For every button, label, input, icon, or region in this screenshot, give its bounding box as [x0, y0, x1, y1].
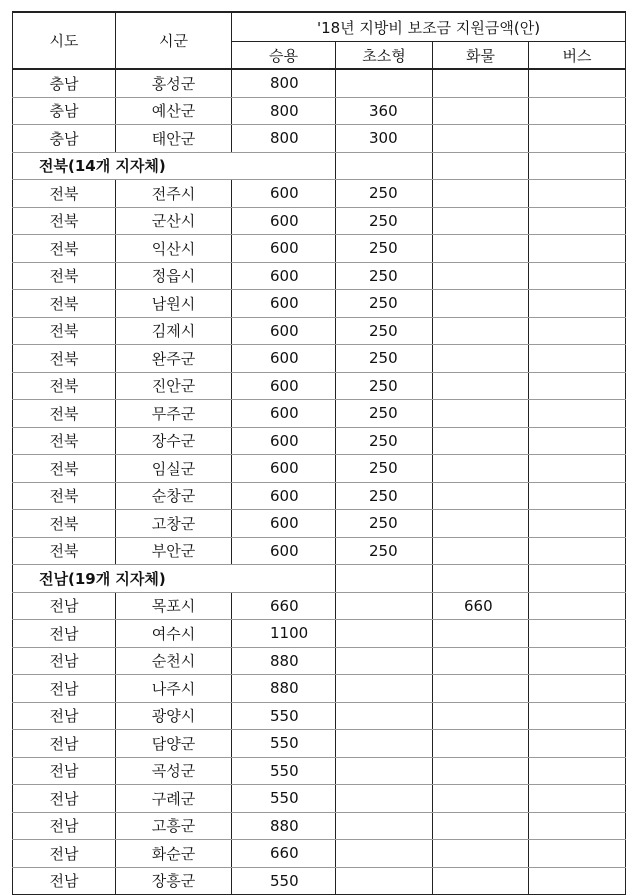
- cell-passenger: 550: [232, 785, 336, 813]
- cell-sido: 전북: [13, 510, 116, 538]
- table-row: [13, 207, 626, 235]
- cell-sido: 전북: [13, 537, 116, 565]
- table-row: [13, 180, 626, 208]
- cell-ultra-small: 250: [336, 180, 433, 208]
- cell-sigun: 고흥군: [116, 812, 232, 840]
- cell-ultra-small: [336, 702, 433, 730]
- cell-ultra-small: [336, 69, 433, 97]
- cell-bus: [529, 97, 626, 125]
- cell-truck: [433, 262, 529, 290]
- cell-sido: 충남: [13, 69, 116, 97]
- cell-truck: [433, 785, 529, 813]
- cell-truck: [433, 180, 529, 208]
- cell-passenger: 550: [232, 757, 336, 785]
- cell-truck: [433, 69, 529, 97]
- cell-bus: [529, 345, 626, 373]
- cell-ultra-small: [336, 730, 433, 758]
- subsidy-table-container: [12, 11, 626, 895]
- cell-bus: [529, 372, 626, 400]
- cell-passenger: 600: [232, 180, 336, 208]
- cell-bus: [529, 180, 626, 208]
- cell-passenger: 660: [232, 840, 336, 868]
- table-row: [13, 69, 626, 97]
- cell-ultra-small: 250: [336, 427, 433, 455]
- cell-sido: 전남: [13, 592, 116, 620]
- cell-bus: [529, 647, 626, 675]
- cell-sido: 전북: [13, 180, 116, 208]
- group-empty-cell: [336, 565, 433, 593]
- cell-sido: 충남: [13, 125, 116, 153]
- cell-ultra-small: [336, 812, 433, 840]
- table-row: [13, 372, 626, 400]
- header-passenger: 승용: [232, 42, 336, 70]
- cell-sigun: 고창군: [116, 510, 232, 538]
- cell-passenger: 600: [232, 345, 336, 373]
- table-row: [13, 785, 626, 813]
- cell-sigun: 순천시: [116, 647, 232, 675]
- table-row: [13, 125, 626, 153]
- table-row: [13, 647, 626, 675]
- cell-truck: 660: [433, 592, 529, 620]
- cell-passenger: 600: [232, 207, 336, 235]
- cell-sido: 전남: [13, 702, 116, 730]
- cell-sigun: 익산시: [116, 235, 232, 263]
- cell-sido: 전북: [13, 290, 116, 318]
- cell-sido: 전남: [13, 812, 116, 840]
- cell-bus: [529, 125, 626, 153]
- cell-sido: 전북: [13, 372, 116, 400]
- cell-ultra-small: [336, 592, 433, 620]
- cell-truck: [433, 317, 529, 345]
- cell-passenger: 600: [232, 372, 336, 400]
- cell-sigun: 김제시: [116, 317, 232, 345]
- table-row: [13, 290, 626, 318]
- cell-ultra-small: 250: [336, 290, 433, 318]
- cell-sigun: 순창군: [116, 482, 232, 510]
- group-empty-cell: [232, 565, 336, 593]
- cell-sigun: 목포시: [116, 592, 232, 620]
- cell-sigun: 장흥군: [116, 867, 232, 895]
- header-group-title: '18년 지방비 보조금 지원금액(안): [232, 12, 626, 42]
- cell-bus: [529, 482, 626, 510]
- cell-sigun: 담양군: [116, 730, 232, 758]
- cell-bus: [529, 455, 626, 483]
- cell-sigun: 화순군: [116, 840, 232, 868]
- table-row: [13, 235, 626, 263]
- cell-sido: 전북: [13, 345, 116, 373]
- cell-passenger: 600: [232, 455, 336, 483]
- cell-ultra-small: 250: [336, 537, 433, 565]
- cell-truck: [433, 345, 529, 373]
- table-row: [13, 262, 626, 290]
- cell-sido: 전북: [13, 482, 116, 510]
- cell-sigun: 정읍시: [116, 262, 232, 290]
- table-row: [13, 400, 626, 428]
- cell-passenger: 1100: [232, 620, 336, 648]
- cell-truck: [433, 702, 529, 730]
- cell-bus: [529, 537, 626, 565]
- cell-bus: [529, 757, 626, 785]
- cell-ultra-small: 250: [336, 235, 433, 263]
- cell-bus: [529, 675, 626, 703]
- header-sigun: 시군: [116, 12, 232, 69]
- cell-truck: [433, 730, 529, 758]
- cell-passenger: 600: [232, 290, 336, 318]
- cell-bus: [529, 702, 626, 730]
- cell-truck: [433, 427, 529, 455]
- group-empty-cell: [336, 152, 433, 180]
- cell-sido: 전북: [13, 262, 116, 290]
- cell-truck: [433, 867, 529, 895]
- cell-sigun: 광양시: [116, 702, 232, 730]
- cell-bus: [529, 730, 626, 758]
- cell-sido: 전남: [13, 840, 116, 868]
- cell-sigun: 곡성군: [116, 757, 232, 785]
- cell-passenger: 880: [232, 647, 336, 675]
- header-ultra-small: 초소형: [336, 42, 433, 70]
- cell-sigun: 남원시: [116, 290, 232, 318]
- cell-bus: [529, 510, 626, 538]
- table-row: [13, 345, 626, 373]
- cell-passenger: 600: [232, 427, 336, 455]
- cell-passenger: 600: [232, 317, 336, 345]
- cell-ultra-small: 360: [336, 97, 433, 125]
- cell-truck: [433, 647, 529, 675]
- cell-ultra-small: [336, 620, 433, 648]
- cell-passenger: 600: [232, 262, 336, 290]
- cell-passenger: 550: [232, 730, 336, 758]
- cell-passenger: 600: [232, 235, 336, 263]
- group-empty-cell: [232, 152, 336, 180]
- table-row: [13, 97, 626, 125]
- cell-bus: [529, 620, 626, 648]
- cell-truck: [433, 812, 529, 840]
- table-row: [13, 812, 626, 840]
- cell-passenger: 800: [232, 97, 336, 125]
- cell-sido: 전남: [13, 647, 116, 675]
- cell-ultra-small: 250: [336, 372, 433, 400]
- cell-passenger: 880: [232, 675, 336, 703]
- table-row: [13, 317, 626, 345]
- cell-ultra-small: [336, 675, 433, 703]
- table-row: [13, 730, 626, 758]
- cell-sigun: 나주시: [116, 675, 232, 703]
- cell-passenger: 660: [232, 592, 336, 620]
- cell-ultra-small: 250: [336, 482, 433, 510]
- table-row: [13, 455, 626, 483]
- cell-sido: 전남: [13, 730, 116, 758]
- cell-sigun: 장수군: [116, 427, 232, 455]
- cell-truck: [433, 455, 529, 483]
- cell-bus: [529, 69, 626, 97]
- cell-truck: [433, 290, 529, 318]
- cell-truck: [433, 482, 529, 510]
- cell-passenger: 600: [232, 510, 336, 538]
- group-empty-cell: [529, 565, 626, 593]
- cell-sigun: 부안군: [116, 537, 232, 565]
- cell-ultra-small: 250: [336, 317, 433, 345]
- group-empty-cell: [433, 152, 529, 180]
- cell-sigun: 구례군: [116, 785, 232, 813]
- group-label: 전남(19개 지자체): [13, 565, 232, 593]
- table-row: [13, 675, 626, 703]
- cell-ultra-small: [336, 757, 433, 785]
- cell-bus: [529, 207, 626, 235]
- cell-sido: 전남: [13, 757, 116, 785]
- cell-sido: 전북: [13, 207, 116, 235]
- cell-truck: [433, 840, 529, 868]
- cell-sido: 전북: [13, 455, 116, 483]
- cell-truck: [433, 620, 529, 648]
- table-row: [13, 592, 626, 620]
- cell-truck: [433, 675, 529, 703]
- cell-sigun: 여수시: [116, 620, 232, 648]
- cell-ultra-small: [336, 785, 433, 813]
- header-row-1: [13, 12, 626, 42]
- cell-sigun: 진안군: [116, 372, 232, 400]
- cell-ultra-small: 250: [336, 345, 433, 373]
- cell-ultra-small: 250: [336, 262, 433, 290]
- cell-truck: [433, 97, 529, 125]
- cell-bus: [529, 235, 626, 263]
- cell-truck: [433, 400, 529, 428]
- cell-sido: 전남: [13, 785, 116, 813]
- cell-sido: 전남: [13, 867, 116, 895]
- cell-sido: 전북: [13, 427, 116, 455]
- cell-truck: [433, 235, 529, 263]
- cell-truck: [433, 207, 529, 235]
- cell-sigun: 홍성군: [116, 69, 232, 97]
- group-empty-cell: [529, 152, 626, 180]
- table-row: [13, 427, 626, 455]
- cell-passenger: 800: [232, 69, 336, 97]
- table-row: [13, 537, 626, 565]
- cell-bus: [529, 812, 626, 840]
- table-row: [13, 867, 626, 895]
- cell-truck: [433, 125, 529, 153]
- header-truck: 화물: [433, 42, 529, 70]
- cell-sigun: 군산시: [116, 207, 232, 235]
- cell-sigun: 임실군: [116, 455, 232, 483]
- cell-passenger: 600: [232, 482, 336, 510]
- table-body: [13, 12, 626, 895]
- cell-bus: [529, 427, 626, 455]
- cell-passenger: 600: [232, 400, 336, 428]
- group-header-row: [13, 565, 626, 593]
- cell-sigun: 전주시: [116, 180, 232, 208]
- cell-passenger: 600: [232, 537, 336, 565]
- cell-ultra-small: 250: [336, 455, 433, 483]
- cell-sido: 전남: [13, 620, 116, 648]
- subsidy-table: [12, 11, 626, 895]
- group-empty-cell: [433, 565, 529, 593]
- cell-passenger: 880: [232, 812, 336, 840]
- cell-sigun: 태안군: [116, 125, 232, 153]
- table-row: [13, 620, 626, 648]
- group-header-row: [13, 152, 626, 180]
- cell-ultra-small: [336, 647, 433, 675]
- cell-truck: [433, 510, 529, 538]
- cell-bus: [529, 785, 626, 813]
- cell-sigun: 완주군: [116, 345, 232, 373]
- table-row: [13, 702, 626, 730]
- cell-bus: [529, 840, 626, 868]
- cell-sigun: 무주군: [116, 400, 232, 428]
- cell-sido: 전북: [13, 235, 116, 263]
- cell-bus: [529, 592, 626, 620]
- table-row: [13, 840, 626, 868]
- cell-sido: 전북: [13, 400, 116, 428]
- cell-bus: [529, 867, 626, 895]
- cell-ultra-small: [336, 840, 433, 868]
- cell-passenger: 550: [232, 702, 336, 730]
- table-row: [13, 482, 626, 510]
- cell-passenger: 550: [232, 867, 336, 895]
- cell-sido: 충남: [13, 97, 116, 125]
- cell-truck: [433, 537, 529, 565]
- cell-sigun: 예산군: [116, 97, 232, 125]
- cell-ultra-small: [336, 867, 433, 895]
- group-label: 전북(14개 지자체): [13, 152, 232, 180]
- header-sido: 시도: [13, 12, 116, 69]
- cell-ultra-small: 250: [336, 207, 433, 235]
- cell-passenger: 800: [232, 125, 336, 153]
- header-bus: 버스: [529, 42, 626, 70]
- cell-bus: [529, 317, 626, 345]
- cell-ultra-small: 250: [336, 400, 433, 428]
- cell-bus: [529, 400, 626, 428]
- cell-truck: [433, 372, 529, 400]
- cell-sido: 전북: [13, 317, 116, 345]
- cell-ultra-small: 300: [336, 125, 433, 153]
- cell-sido: 전남: [13, 675, 116, 703]
- cell-truck: [433, 757, 529, 785]
- table-row: [13, 757, 626, 785]
- table-row: [13, 510, 626, 538]
- cell-bus: [529, 290, 626, 318]
- cell-ultra-small: 250: [336, 510, 433, 538]
- cell-bus: [529, 262, 626, 290]
